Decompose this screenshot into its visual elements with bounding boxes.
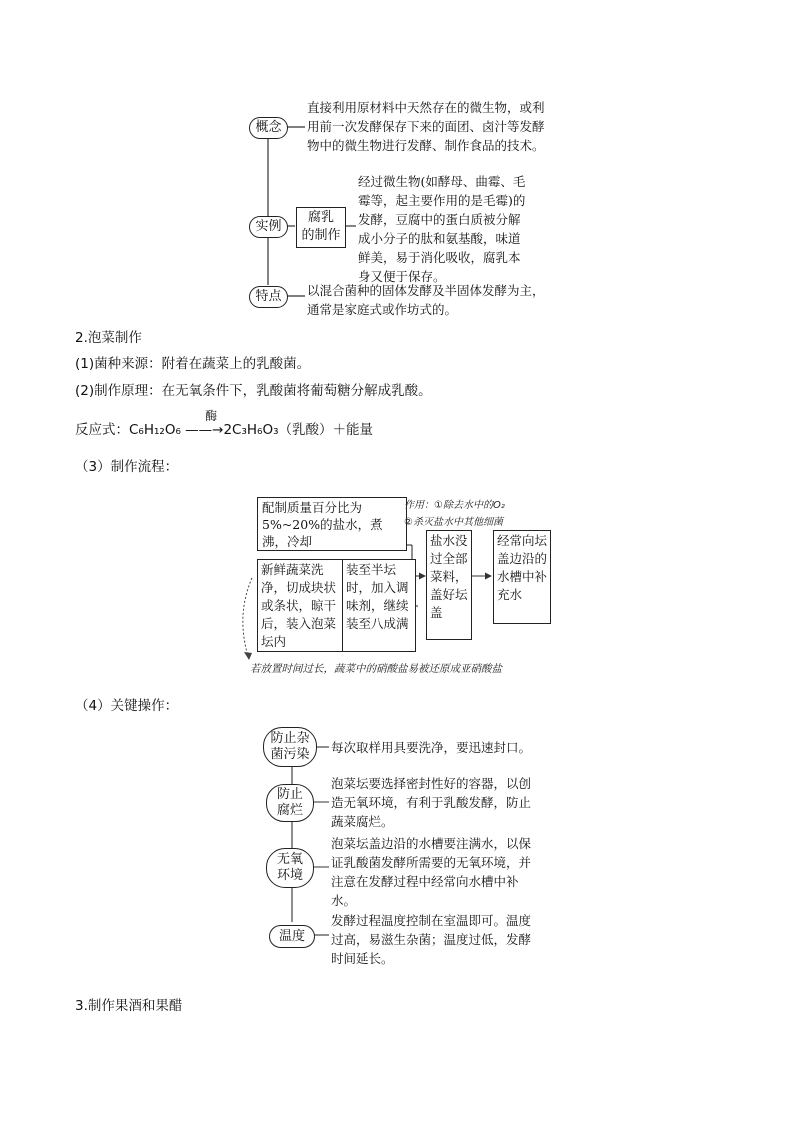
example-line-1: 经过微生物(如酵母、曲霉、毛 [358, 174, 526, 189]
example-line-3: 发酵，豆腐中的蛋白质被分解 [358, 212, 521, 227]
cover-box: 盐水没过全部菜料，盖好坛盖 [426, 530, 472, 640]
key-op-text-1: 每次取样用具要洗净，要迅速封口。 [331, 740, 532, 755]
principle-line: (2)制作原理：在无氧条件下，乳酸菌将葡萄糖分解成乳酸。 [75, 383, 432, 399]
note-line2: ②杀灭盐水中其他细菌 [404, 517, 503, 528]
key-op-text-3: 泡菜坛盖边沿的水槽要注满水，以保证乳酸菌发酵所需要的无氧环境，并注意在发酵过程中经常向水槽中补水。 [331, 836, 532, 908]
example-line-2: 霉等，起主要作用的是毛霉)的 [358, 193, 526, 208]
water-box: 经常向坛盖边沿的水槽中补充水 [493, 530, 551, 624]
reaction-prefix: 反应式： [75, 422, 129, 438]
example-label: 实例 [249, 216, 288, 238]
fill-box: 装至半坛时，加入调味剂，继续装至八成满 [342, 559, 416, 652]
key-op-label-3: 无氧 环境 [266, 848, 314, 888]
source-line: (1)菌种来源：附着在蔬菜上的乳酸菌。 [75, 356, 311, 372]
enzyme-label: 酶 [205, 409, 218, 423]
concept-text: 直接利用原材料中天然存在的微生物，或利用前一次发酵保存下来的面团、卤汁等发酵物中的微生物进行发酵、制作食品的技术。 [307, 100, 545, 153]
key-op-text-2: 泡菜坛要选择密封性好的容器，以创造无氧环境，有利于乳酸发酵，防止蔬菜腐烂。 [331, 776, 532, 829]
brine-box: 配制质量百分比为5%~20%的盐水，煮沸，冷却 [257, 497, 407, 551]
reaction-arrow: ——→ [185, 422, 224, 438]
key-op-label-1: 防止杂 菌污染 [263, 727, 317, 767]
reaction-reactant: C₆H₁₂O₆ [129, 422, 181, 438]
feature-label: 特点 [249, 286, 288, 308]
reaction-line [75, 409, 373, 438]
key-op-text-4: 发酵过程温度控制在室温即可。温度过高，易滋生杂菌；温度过低，发酵时间延长。 [331, 913, 532, 966]
example-line-5: 鲜美，易于消化吸收，腐乳本 [358, 250, 521, 265]
key-ops-heading: （4）关键操作： [75, 698, 179, 714]
reaction-arrow-wrap [185, 409, 224, 438]
key-op-label-4: 温度 [269, 925, 315, 948]
example-text [358, 172, 550, 286]
example-line-6: 身又便于保存。 [358, 269, 446, 284]
key-op-label-2: 防止 腐烂 [266, 784, 314, 822]
process-heading: （3）制作流程： [75, 459, 179, 475]
reaction-product: 2C₃H₆O₃（乳酸）＋能量 [223, 422, 373, 438]
section3-title: 3.制作果酒和果醋 [75, 998, 183, 1014]
nitrite-note: 若放置时间过长，蔬菜中的硝酸盐易被还原成亚硝酸盐 [250, 663, 502, 675]
vegetable-box: 新鲜蔬菜洗净，切成块状或条状，晾干后，装入泡菜坛内 [257, 559, 343, 652]
note-line1: 作用：①除去水中的O₂ [404, 500, 505, 511]
furu-line2: 的制作 [301, 228, 341, 243]
concept-label: 概念 [249, 117, 288, 139]
feature-text: 以混合菌种的固体发酵及半固体发酵为主，通常是家庭式或作坊式的。 [307, 283, 545, 317]
furu-line1: 腐乳 [307, 210, 334, 225]
section2-title: 2.泡菜制作 [75, 330, 142, 346]
example-line-4: 成小分子的肽和氨基酸，味道 [358, 231, 521, 246]
furu-box [296, 207, 346, 248]
